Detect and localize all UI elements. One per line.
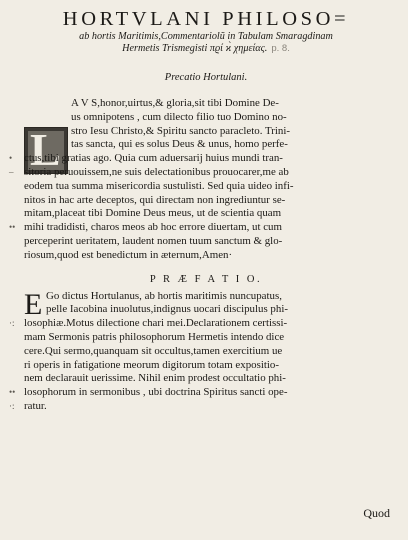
margin-mark: ·: xyxy=(9,400,15,411)
praefatio-line-text: losophiæ.Motus dilectione chari mei.Declarationem certissi- xyxy=(24,317,288,330)
precatio-line: A V S,honor,uirtus,& gloria,sit tibi Domine De- xyxy=(71,97,279,109)
precatio-line: eodem tua summa misericordia sustulisti. Sed quia uideo infi- xyxy=(24,179,294,192)
page-reference: p. 8. xyxy=(271,43,290,54)
precatio-line: perceperint ueritatem, laudent nomen tuum sanctum & glo- xyxy=(24,234,283,247)
praefatio-text xyxy=(9,287,388,414)
praefatio-initial: E xyxy=(24,287,43,321)
subtitle-line-2-text: Hermetis Trismegisti πϱί ϰ̀ χημείας. xyxy=(122,43,268,54)
praefatio-title: P R Æ F A T I O. xyxy=(149,273,263,285)
running-title: HORTVLANI PHILOSO= xyxy=(62,8,350,30)
precatio-line xyxy=(9,165,388,180)
precatio-title: Precatio Hortulani. xyxy=(164,72,248,83)
precatio-line: mitam,placeat tibi Domine Deus meus, ut de scientia quam xyxy=(24,207,282,220)
precatio-line: nitos in hac arte deceptos, qui directam non ingrediuntur se- xyxy=(24,193,286,206)
subtitle-line-2 xyxy=(24,43,388,55)
precatio-line-text: mihi tradidisti, charos meos ab hoc errore diuertam, ut cum xyxy=(24,221,282,234)
praefatio-line: pelle Iacobina inuolutus,indignus uocari discipulus phi- xyxy=(46,303,288,316)
precatio-text xyxy=(9,97,388,263)
precatio-line: riosum,quod est benedictum in æternum,Amen· xyxy=(24,248,233,261)
praefatio-line: Go dictus Hortulanus, ab hortis maritimis nuncupatus, xyxy=(46,289,282,302)
precatio-line xyxy=(9,152,388,166)
margin-mark: ·: xyxy=(9,318,15,329)
precatio-line xyxy=(9,221,388,235)
precatio-line: us omnipotens , cum dilecto filio tuo Domino no- xyxy=(71,110,287,123)
margin-mark: – xyxy=(9,166,14,177)
praefatio-line xyxy=(9,399,388,414)
precatio-line: tas sancta, qui es solus Deus & unus, homo perfe- xyxy=(71,138,288,151)
praefatio-line-text: losophorum in sermonibus , ubi doctrina Spiritus sancti ope- xyxy=(24,386,288,399)
margin-mark: • xyxy=(9,153,13,164)
praefatio-line: cere.Qui sermo,quanquam sit occultus,tamen exercitium ue xyxy=(24,344,283,357)
margin-mark: •• xyxy=(9,222,16,233)
drop-initial-letter: L xyxy=(30,124,61,175)
praefatio-line xyxy=(9,386,388,400)
praefatio-line: mam Sermonis patris philosophorum Hermetis intendo dice xyxy=(24,330,285,343)
precatio-line-text: sitoria peruouissem,ne suis delectationibus prouocarer,me ab xyxy=(24,165,289,178)
praefatio-line-text: ratur. xyxy=(24,399,47,412)
praefatio-line xyxy=(9,317,388,331)
subtitle-line-1: ab hortis Maritimis,Commentariolũ in Tabulam Smaragdinam xyxy=(79,31,333,42)
precatio-line: stro Iesu Christo,& Spiritu sancto paracleto. Trini- xyxy=(71,124,291,137)
catchword: Quod xyxy=(363,506,390,520)
praefatio-line: nem declarauit uerissime. Nihil enim prodest occultatio phi- xyxy=(24,372,286,385)
margin-mark: •• xyxy=(9,387,16,398)
praefatio-line: ri operis in fatigatione meorum digitorum totam expositio- xyxy=(24,358,279,371)
precatio-line-text: ctus,tibi gratias ago. Quia cum aduersarij huius mundi tran- xyxy=(24,152,283,165)
